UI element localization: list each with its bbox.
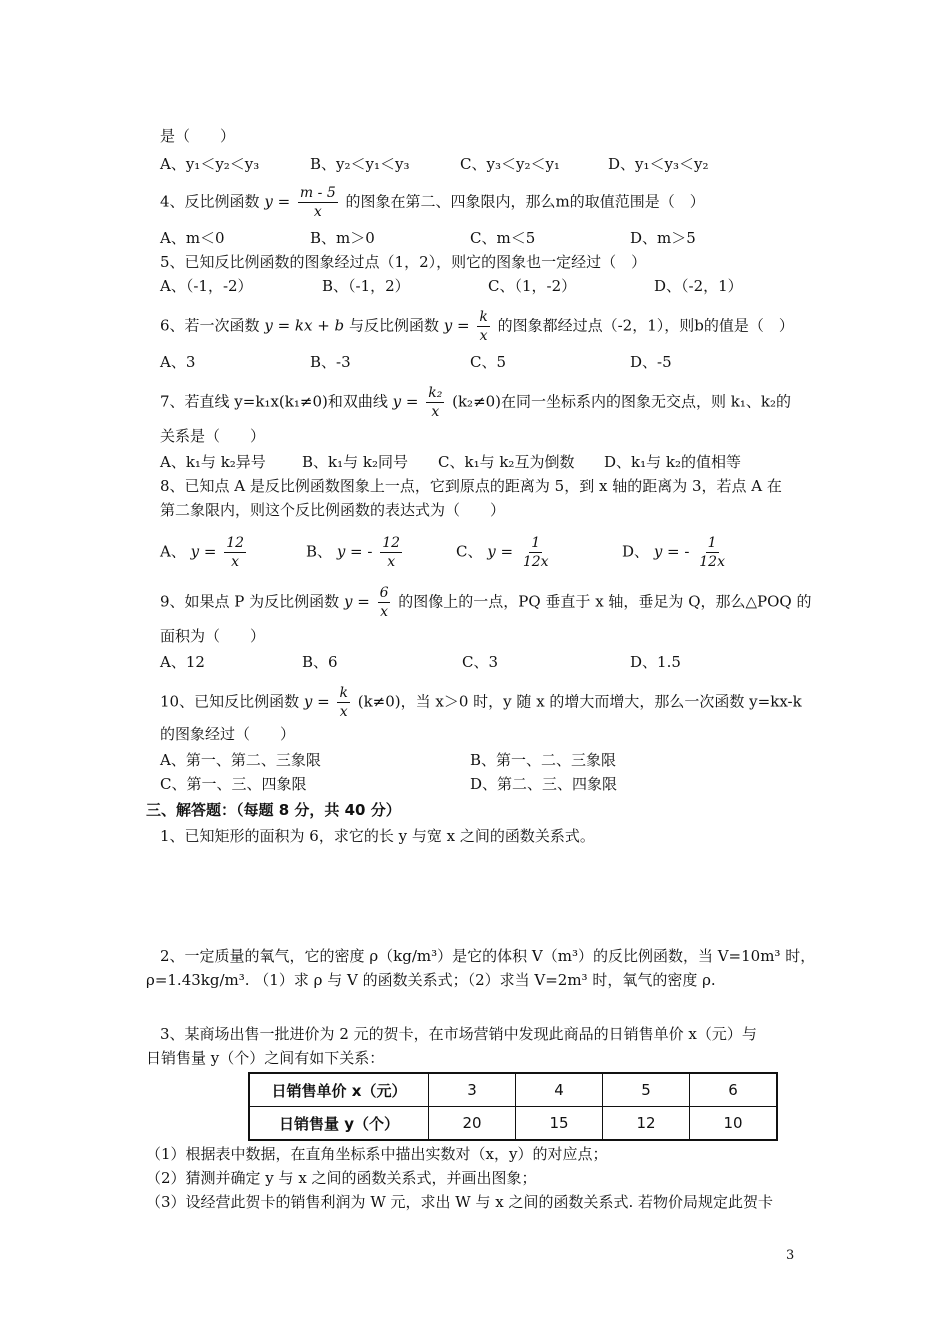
q8-option-d-lhs: y = <box>653 542 680 561</box>
q8-option-c-fraction <box>521 534 551 571</box>
q9-option-b: B、6 <box>302 653 338 671</box>
q8-option-d-sign: - <box>684 542 690 561</box>
q8-option-d-num: 1 <box>707 535 717 551</box>
q8-option-d-label: D、 <box>622 542 650 561</box>
q8-option-a-fraction <box>224 534 246 571</box>
q10-option-c: C、第一、三、四象限 <box>160 775 307 793</box>
table-cell: 20 <box>429 1107 516 1141</box>
q5-stem: 5、已知反比例函数的图象经过点（1，2），则它的图象也一定经过（ ） <box>160 253 647 271</box>
q7-option-a: A、k₁与 k₂异号 <box>160 453 266 471</box>
q9-option-c: C、3 <box>462 653 499 671</box>
q8-option-b-sign: - <box>367 542 373 561</box>
q7-line2: 关系是（ ） <box>160 427 266 445</box>
q10-fraction-den: x <box>339 704 348 720</box>
problem-3-sub1: （1）根据表中数据，在直角坐标系中描出实数对（x，y）的对应点； <box>146 1145 608 1163</box>
q5-option-b: B、（-1，2） <box>322 277 410 295</box>
q7-option-c: C、k₁与 k₂互为倒数 <box>438 453 575 471</box>
q6-mid: 与反比例函数 <box>348 316 439 335</box>
q6-fraction-num: k <box>479 309 488 325</box>
q6-pre: 6、若一次函数 <box>160 316 260 335</box>
q8-option-a-lhs: y = <box>190 542 217 561</box>
problem-3-sub2: （2）猜测并确定 y 与 x 之间的函数关系式，并画出图象； <box>146 1169 537 1187</box>
q9-fraction-num: 6 <box>379 585 389 601</box>
q6-fraction-den: x <box>479 328 488 344</box>
q4-pre: 4、反比例函数 <box>160 192 260 211</box>
q4-option-c: C、m＜5 <box>470 229 536 247</box>
q4-fraction <box>298 184 338 221</box>
q6-stem <box>160 308 794 345</box>
q4-option-d: D、m＞5 <box>630 229 696 247</box>
q3-option-c: C、y₃＜y₂＜y₁ <box>460 155 560 173</box>
table-cell: 15 <box>516 1107 603 1141</box>
q8-option-c <box>456 534 554 571</box>
q6-option-a: A、3 <box>160 353 196 371</box>
q5-option-a: A、（-1，-2） <box>160 277 253 295</box>
q4-fraction-num: m - 5 <box>299 185 336 201</box>
q5-option-c: C、（1，-2） <box>488 277 577 295</box>
q8-option-b-num: 12 <box>382 535 401 551</box>
q10-option-a: A、第一、第二、三象限 <box>160 751 321 769</box>
table-cell: 6 <box>690 1073 778 1107</box>
q8-option-a <box>160 534 249 571</box>
q8-option-b-lhs: y = <box>336 542 363 561</box>
q7-fraction-den: x <box>431 404 440 420</box>
q9-pre: 9、如果点 P 为反比例函数 <box>160 592 340 611</box>
q10-option-b: B、第一、二、三象限 <box>470 751 617 769</box>
q10-pre: 10、已知反比例函数 <box>160 692 300 711</box>
q10-fraction-num: k <box>339 685 348 701</box>
table-row-header: 日销售量 y（个） <box>249 1107 429 1141</box>
q8-option-b-label: B、 <box>306 542 333 561</box>
q8-option-c-num: 1 <box>531 535 541 551</box>
q10-fraction <box>337 684 349 721</box>
q7-fraction-num: k₂ <box>428 385 443 401</box>
q7-option-d: D、k₁与 k₂的值相等 <box>604 453 742 471</box>
q8-option-b-fraction <box>380 534 402 571</box>
q7-fraction <box>426 384 444 421</box>
table-row <box>249 1107 777 1141</box>
q7-pre: 7、若直线 y=k₁x(k₁≠0)和双曲线 <box>160 392 388 411</box>
q4-stem <box>160 184 705 221</box>
table-row <box>249 1073 777 1107</box>
q8-option-c-lhs: y = <box>487 542 514 561</box>
q4-post: 的图象在第二、四象限内，那么m的取值范围是（ ） <box>345 192 705 211</box>
q6-option-d: D、-5 <box>630 353 672 371</box>
q10-lhs: y = <box>303 692 330 711</box>
q6-post: 的图象都经过点（-2，1），则b的值是（ ） <box>497 316 794 335</box>
q4-option-b: B、m＞0 <box>310 229 375 247</box>
table-cell: 10 <box>690 1107 778 1141</box>
q6-lhs: y = <box>443 316 470 335</box>
q10-stem <box>160 684 802 721</box>
q9-fraction-den: x <box>380 604 388 620</box>
table-cell: 3 <box>429 1073 516 1107</box>
q10-post: (k≠0)，当 x＞0 时，y 随 x 的增大而增大，那么一次函数 y=kx-k <box>357 692 802 711</box>
problem-2-line1: 2、一定质量的氧气，它的密度 ρ（kg/m³）是它的体积 V（m³）的反比例函数，当 V=10m³ 时， <box>160 947 816 965</box>
sales-table <box>248 1072 778 1141</box>
q3-option-d: D、y₁＜y₃＜y₂ <box>608 155 709 173</box>
q4-fraction-den: x <box>313 204 322 220</box>
q4-option-a: A、m＜0 <box>160 229 225 247</box>
q8-option-c-label: C、 <box>456 542 483 561</box>
q6-option-b: B、-3 <box>310 353 351 371</box>
q8-option-c-den: 12x <box>522 554 549 570</box>
q8-line2: 第二象限内，则这个反比例函数的表达式为（ ） <box>160 501 506 519</box>
problem-3-line2: 日销售量 y（个）之间有如下关系： <box>146 1049 385 1067</box>
q7-option-b: B、k₁与 k₂同号 <box>302 453 408 471</box>
table-cell: 4 <box>516 1073 603 1107</box>
q8-option-d <box>622 534 730 571</box>
q9-lhs: y = <box>343 592 370 611</box>
problem-3-sub3: （3）设经营此贺卡的销售利润为 W 元，求出 W 与 x 之间的函数关系式. 若物价局规定此贺卡 <box>146 1193 773 1211</box>
q10-option-d: D、第二、三、四象限 <box>470 775 618 793</box>
q8-option-a-label: A、 <box>160 542 186 561</box>
table-row-header: 日销售单价 x（元） <box>249 1073 429 1107</box>
table-cell: 5 <box>603 1073 690 1107</box>
q8-option-d-den: 12x <box>699 554 725 570</box>
q6-fraction <box>477 308 489 345</box>
q3-stem: 是（ ） <box>160 127 236 145</box>
q3-option-a: A、y₁＜y₂＜y₃ <box>160 155 260 173</box>
q7-post: (k₂≠0)在同一坐标系内的图象无交点，则 k₁、k₂的 <box>452 392 792 411</box>
page-number: 3 <box>786 1248 795 1263</box>
q7-lhs: y = <box>392 392 419 411</box>
q9-post: 的图像上的一点，PQ 垂直于 x 轴，垂足为 Q，那么△POQ 的 <box>398 592 812 611</box>
q9-option-d: D、1.5 <box>630 653 681 671</box>
q8-option-d-fraction <box>697 534 727 571</box>
q5-option-d: D、（-2，1） <box>654 277 743 295</box>
problem-1: 1、已知矩形的面积为 6，求它的长 y 与宽 x 之间的函数关系式。 <box>160 827 595 845</box>
q8-line1: 8、已知点 A 是反比例函数图象上一点，它到原点的距离为 5，到 x 轴的距离为 3，若点 A 在 <box>160 477 782 495</box>
q8-option-b-den: x <box>387 554 396 570</box>
q8-option-a-num: 12 <box>226 535 245 551</box>
q6-option-c: C、5 <box>470 353 507 371</box>
q4-lhs: y = <box>264 192 291 211</box>
q9-fraction <box>378 584 391 621</box>
problem-2-line2: ρ=1.43kg/m³. （1）求 ρ 与 V 的函数关系式；（2）求当 V=2m³ 时，氧气的密度 ρ. <box>146 971 716 989</box>
q9-stem <box>160 584 811 621</box>
section-heading: 三、解答题：（每题 8 分，共 40 分） <box>146 801 401 819</box>
problem-3-line1: 3、某商场出售一批进价为 2 元的贺卡，在市场营销中发现此商品的日销售单价 x（元）与 <box>160 1025 757 1043</box>
q3-option-b: B、y₂＜y₁＜y₃ <box>310 155 410 173</box>
q9-line2: 面积为（ ） <box>160 627 266 645</box>
q8-option-a-den: x <box>231 554 240 570</box>
q6-linear: y = kx + b <box>264 316 345 335</box>
q9-option-a: A、12 <box>160 653 205 671</box>
q7-stem <box>160 384 791 421</box>
q8-option-b <box>306 534 405 571</box>
table-cell: 12 <box>603 1107 690 1141</box>
q10-line2: 的图象经过（ ） <box>160 725 296 743</box>
